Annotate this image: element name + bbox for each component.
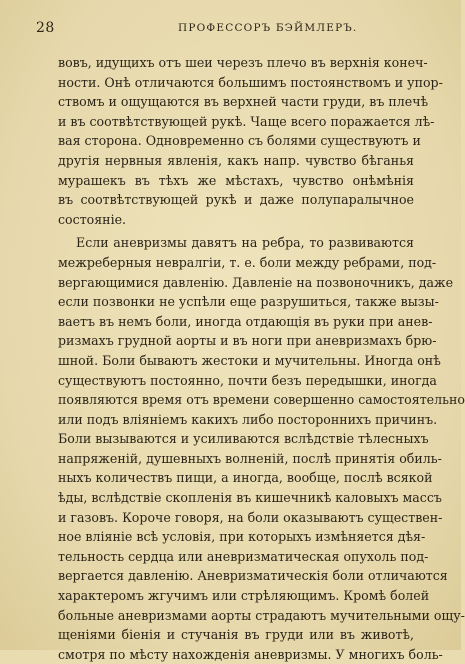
text-line: шной. Боли бываютъ жестоки и мучительны. Иногда онѣ <box>58 352 441 368</box>
text-line: появляются время отъ времени совершенно самостоятельно <box>58 392 465 408</box>
text-line: тельность сердца или аневризматическая опухоль под- <box>58 548 429 564</box>
text-line: ризмахъ грудной аорты и въ ноги при аневризмахъ брю- <box>58 333 437 349</box>
page-number: 28 <box>36 20 55 36</box>
text-line: другія нервныя явленія, какъ напр. чувство бѣганья <box>58 152 414 168</box>
text-line: ваетъ въ немъ боли, иногда отдающія въ руки при анев- <box>58 313 433 329</box>
text-line: щеніями біенія и стучанія въ груди или въ животѣ, <box>58 627 414 643</box>
text-line: характеромъ жгучимъ или стрѣляющимъ. Кромѣ болей <box>58 588 430 604</box>
text-line: напряженій, душевныхъ волненій, послѣ принятія обиль- <box>58 450 442 466</box>
text-line: состояніе. <box>58 211 127 227</box>
page-header <box>0 20 461 38</box>
text-line: въ соотвѣтствующей рукѣ и даже полупаралычное <box>58 192 414 208</box>
text-line: или подъ вліяніемъ какихъ либо постороннихъ причинъ. <box>58 411 438 427</box>
text-line: вовъ, идущихъ отъ шеи черезъ плечо въ верхнія конеч- <box>58 55 428 70</box>
text-line: ѣды, вслѣдствіе скопленія въ кишечникѣ каловыхъ массъ <box>58 490 442 506</box>
text-line: ныхъ количествъ пищи, а иногда, вообще, послѣ всякой <box>58 470 433 486</box>
text-line: Боли вызываются и усиливаются вслѣдствіе тѣлесныхъ <box>58 431 429 447</box>
text-line: ности. Онѣ отличаются большимъ постоянствомъ и упор- <box>58 74 443 90</box>
text-line: Если аневризмы давятъ на ребра, то развиваются <box>76 235 414 251</box>
text-line: и газовъ. Короче говоря, на боли оказываютъ существен- <box>58 509 443 525</box>
text-line: межреберныя невралгіи, т. е. боли между ребрами, под- <box>58 254 437 270</box>
text-line: мурашекъ въ тѣхъ же мѣстахъ, чувство онѣмѣнія <box>58 172 414 188</box>
paragraph <box>58 53 443 229</box>
text-line: вергается давленію. Аневризматическія боли отличаются <box>58 568 448 584</box>
paragraph <box>58 233 465 664</box>
running-title: ПРОФЕССОРЪ БЭЙМЛЕРЪ. <box>178 22 358 34</box>
text-line: вая сторона. Одновременно съ болями существуютъ и <box>58 133 421 149</box>
text-line: больные аневризмами аорты страдаютъ мучительными ощу- <box>58 607 465 623</box>
body-text <box>58 53 465 664</box>
text-line: вергающимися давленію. Давленіе на позвоночникъ, даже <box>58 274 454 290</box>
text-line: ствомъ и ощущаются въ верхней части груди, въ плечѣ <box>58 94 429 110</box>
text-line: ное вліяніе всѣ условія, при которыхъ измѣняется дѣя- <box>58 529 426 545</box>
text-line: и въ соотвѣтствующей рукѣ. Чаще всего поражается лѣ- <box>58 113 435 129</box>
text-line: существуютъ постоянно, почти безъ передышки, иногда <box>58 372 437 388</box>
text-line: смотря по мѣсту нахожденія аневризмы. У многихъ боль- <box>58 646 443 662</box>
text-line: если позвонки не успѣли еще разрушиться, также вызы- <box>58 294 439 310</box>
